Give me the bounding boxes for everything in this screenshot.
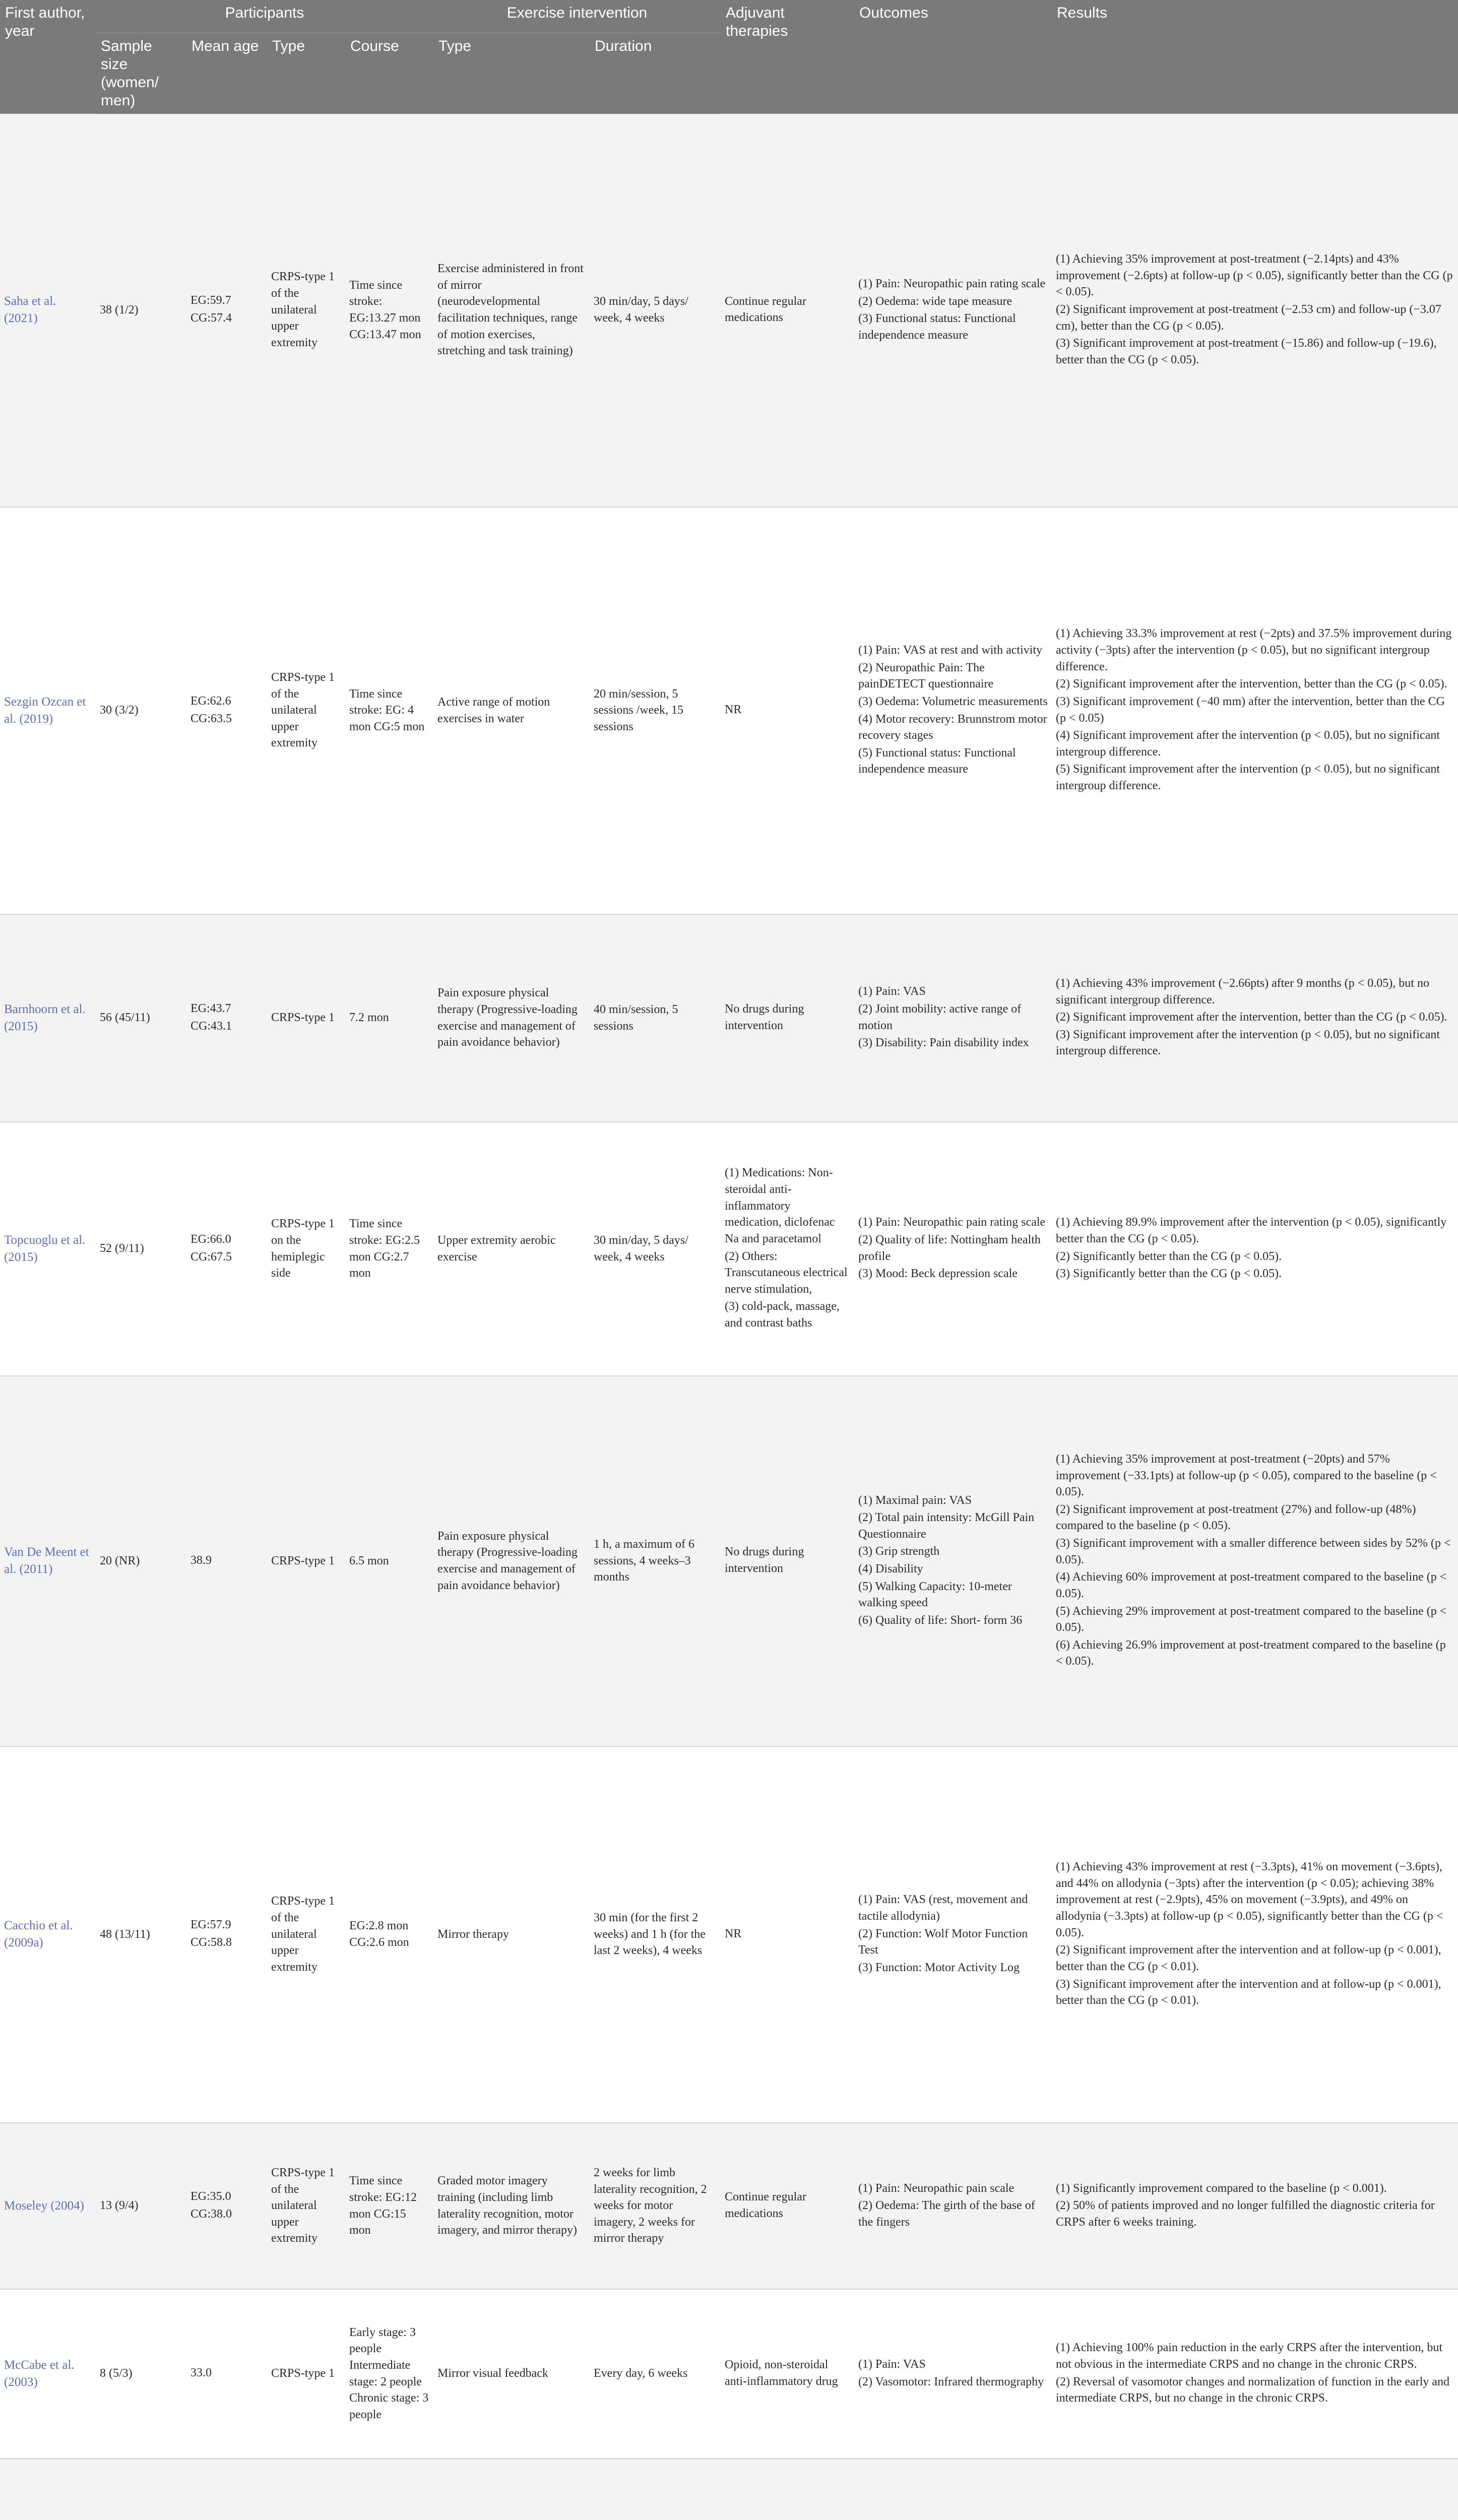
results-cell-item: (1) Achieving 43% improvement at rest (−3.3pts), 41% on movement (−3.6pts), and 44% on allodynia (−3pts) after the intervention (p < 0.05); achieving 38% improvement at rest (−2.9pts), 45% on movement (−3.9pts), and 49% on allodynia (−3.3pts) at follow-up (p < 0.05), significantly better than the CG (p < 0.05). <box>1056 1860 1443 1939</box>
duration-cell-text: 2 weeks for limb laterality recognition, 2 weeks for motor imagery, 2 weeks for mirror therapy <box>594 2166 707 2245</box>
results-cell-item: (1) Achieving 35% improvement at post-treatment (−20pts) and 57% improvement (−33.1pts) at follow-up (p < 0.05), compared to the baseline (p < 0.05). <box>1056 1452 1437 1499</box>
outcomes-cell <box>854 1122 1052 1376</box>
outcomes-cell-item: (3) Function: Motor Activity Log <box>858 1961 1020 1974</box>
adjuvant-cell-item: No drugs during intervention <box>725 1545 804 1575</box>
crps-type-cell <box>267 1746 345 2123</box>
course-cell <box>345 2289 433 2459</box>
course-cell-text: Time since stroke: EG: 4 mon CG:5 mon <box>349 687 425 733</box>
adjuvant-cell <box>721 2459 854 2520</box>
adjuvant-cell <box>721 1376 854 1746</box>
exercise-type-cell <box>433 2123 590 2289</box>
exercise-type-cell-text: Upper extremity aerobic exercise <box>437 1233 556 1264</box>
mean-age-cell-item: 33.0 <box>191 2366 212 2380</box>
crps-type-cell-text: CRPS-type 1 of the unilateral upper extremity <box>271 2166 335 2245</box>
exercise-type-cell-text: Active range of motion exercises in water <box>437 695 550 725</box>
results-cell <box>1052 1746 1458 2123</box>
author-cell[interactable] <box>0 2123 96 2289</box>
author-cell-text[interactable]: Van De Meent et al. (2011) <box>4 1545 89 1576</box>
outcomes-cell-item: (6) Quality of life: Short- form 36 <box>858 1613 1023 1627</box>
mean-age-cell <box>186 2123 267 2289</box>
adjuvant-cell <box>721 1122 854 1376</box>
duration-cell-text: 40 min/session, 5 sessions <box>594 1002 678 1033</box>
outcomes-cell-item: (1) Pain: VAS <box>858 2357 926 2371</box>
results-cell-item: (3) Significantly better than the CG (p < 0.05). <box>1056 1267 1282 1281</box>
exercise-type-cell <box>433 914 590 1122</box>
results-cell-item: (2) Reversal of vasomotor changes and normalization of function in the early and intermediate CRPS, but no change in the chronic CRPS. <box>1056 2375 1450 2405</box>
col-author-header: First author, year <box>0 0 96 114</box>
crps-type-cell-text: CRPS-type 1 <box>271 2367 335 2380</box>
results-cell-item: (2) Significantly better than the CG (p < 0.05). <box>1056 1249 1282 1263</box>
crps-type-cell-text: CRPS-type 1 <box>271 1554 335 1567</box>
adjuvant-cell <box>721 2289 854 2459</box>
course-cell <box>345 507 433 914</box>
mean-age-cell <box>186 914 267 1122</box>
outcomes-cell <box>854 114 1052 507</box>
outcomes-cell-item: (2) Total pain intensity: McGill Pain Questionnaire <box>858 1511 1035 1541</box>
exercise-type-cell-text: Mirror therapy <box>437 1927 509 1941</box>
mean-age-cell <box>186 114 267 507</box>
sample-size-cell-text: 38 (1/2) <box>100 303 139 317</box>
table-row <box>0 1376 1458 1746</box>
results-cell-item: (5) Achieving 29% improvement at post-treatment compared to the baseline (p < 0.05). <box>1056 1604 1447 1634</box>
table-row <box>0 114 1458 507</box>
exercise-type-cell <box>433 507 590 914</box>
course-cell-text: 6.5 mon <box>349 1554 389 1567</box>
outcomes-cell-item: (3) Oedema: Volumetric measurements <box>858 695 1048 708</box>
author-cell-text[interactable]: Saha et al. (2021) <box>4 294 56 326</box>
crps-type-cell <box>267 2459 345 2520</box>
course-cell <box>345 114 433 507</box>
outcomes-cell-item: (1) Pain: VAS (rest, movement and tactile allodynia) <box>858 1893 1028 1923</box>
outcomes-cell-item: (5) Walking Capacity: 10-meter walking speed <box>858 1580 1012 1610</box>
outcomes-cell <box>854 2459 1052 2520</box>
outcomes-cell-item: (2) Oedema: wide tape measure <box>858 294 1012 308</box>
sample-size-cell <box>96 2123 186 2289</box>
crps-type-cell <box>267 914 345 1122</box>
outcomes-cell-item: (3) Disability: Pain disability index <box>858 1036 1029 1050</box>
outcomes-cell <box>854 914 1052 1122</box>
author-cell[interactable] <box>0 1122 96 1376</box>
sample-size-cell <box>96 1122 186 1376</box>
results-cell <box>1052 2289 1458 2459</box>
duration-cell <box>590 914 721 1122</box>
exercise-type-cell <box>433 2459 590 2520</box>
sample-size-cell-text: 52 (9/11) <box>100 1242 144 1255</box>
results-cell <box>1052 1122 1458 1376</box>
results-cell-item: (1) Significantly improvement compared to the baseline (p < 0.001). <box>1056 2181 1387 2195</box>
outcomes-cell <box>854 2289 1052 2459</box>
results-cell-item: (2) Significant improvement at post-treatment (−2.53 cm) and follow-up (−3.07 cm), better than the CG (p < 0.05). <box>1056 302 1441 333</box>
outcomes-cell-item: (2) Quality of life: Nottingham health profile <box>858 1233 1041 1263</box>
duration-cell <box>590 1122 721 1376</box>
author-cell[interactable] <box>0 2289 96 2459</box>
mean-age-cell <box>186 1122 267 1376</box>
results-cell <box>1052 1376 1458 1746</box>
mean-age-cell-item: CG:63.5 <box>191 712 232 725</box>
adjuvant-cell-item: No drugs during intervention <box>725 1002 804 1032</box>
col-sample-header: Sample size (women/ men) <box>96 33 186 114</box>
outcomes-cell-item: (1) Maximal pain: VAS <box>858 1493 972 1507</box>
col-adjuvant-header: Adjuvant therapies <box>721 0 854 114</box>
outcomes-cell <box>854 1376 1052 1746</box>
results-cell-item: (2) Significant improvement after the intervention and at follow-up (p < 0.001), better than the CG (p < 0.01). <box>1056 1943 1441 1973</box>
mean-age-cell-item: CG:43.1 <box>191 1019 232 1033</box>
adjuvant-cell-item: (1) Medications: Non-steroidal anti-inflammatory medication, diclofenac Na and paracetamol <box>725 1166 835 1245</box>
mean-age-cell-item: EG:62.6 <box>191 694 231 708</box>
duration-cell-text: Every day, 6 weeks <box>594 2367 688 2380</box>
sample-size-cell-text: 20 (NR) <box>100 1554 140 1567</box>
adjuvant-cell-item: Continue regular medications <box>725 294 806 325</box>
mean-age-cell-item: EG:66.0 <box>191 1232 231 1246</box>
outcomes-cell <box>854 2123 1052 2289</box>
table-row <box>0 914 1458 1122</box>
crps-type-cell-text: CRPS-type 1 <box>271 1011 335 1025</box>
author-cell-text[interactable]: Barnhoorn et al. (2015) <box>4 1002 86 1033</box>
adjuvant-cell-item: Opioid, non-steroidal anti-inflammatory drug <box>725 2358 838 2388</box>
exercise-type-cell-text: Graded motor imagery training (including limb laterality recognition, motor imagery, and mirror therapy) <box>437 2174 577 2237</box>
crps-type-cell-text: CRPS-type 1 on the hemiplegic side <box>271 1217 335 1280</box>
duration-cell <box>590 114 721 507</box>
crps-type-cell-text: CRPS-type 1 of the unilateral upper extremity <box>271 670 335 750</box>
col-age-header: Mean age <box>186 33 267 114</box>
results-cell-item: (3) Significant improvement at post-treatment (−15.86) and follow-up (−19.6), better than the CG (p < 0.05). <box>1056 337 1437 366</box>
results-cell-item: (3) Significant improvement after the intervention (p < 0.05), but no significant intergroup difference. <box>1056 1028 1440 1058</box>
duration-cell <box>590 2123 721 2289</box>
course-cell <box>345 2123 433 2289</box>
author-cell[interactable] <box>0 114 96 507</box>
results-cell <box>1052 114 1458 507</box>
sample-size-cell-text: 48 (13/11) <box>100 1927 150 1941</box>
results-cell-item: (5) Significant improvement after the intervention (p < 0.05), but no significant intergroup difference. <box>1056 763 1440 792</box>
results-cell-item: (3) Significant improvement with a smaller difference between sides by 52% (p < 0.05). <box>1056 1537 1451 1566</box>
mean-age-cell-item: CG:57.4 <box>191 311 232 325</box>
table-row <box>0 2289 1458 2459</box>
outcomes-cell-item: (1) Pain: Neuropathic pain rating scale <box>858 1216 1046 1229</box>
col-type-header: Type <box>267 33 345 114</box>
crps-type-cell-text: CRPS-type 1 of the unilateral upper extremity <box>271 270 335 349</box>
course-cell <box>345 1122 433 1376</box>
outcomes-cell-item: (2) Function: Wolf Motor Function Test <box>858 1927 1028 1957</box>
outcomes-cell-item: (2) Oedema: The girth of the base of the fingers <box>858 2199 1035 2229</box>
mean-age-cell <box>186 2459 267 2520</box>
author-cell-text[interactable]: McCabe et al. (2003) <box>4 2358 75 2389</box>
duration-cell <box>590 2289 721 2459</box>
mean-age-cell-item: EG:43.7 <box>191 1001 231 1015</box>
course-cell <box>345 1746 433 2123</box>
crps-type-cell <box>267 1376 345 1746</box>
duration-cell-text: 30 min/day, 5 days/ week, 4 weeks <box>594 295 688 325</box>
outcomes-cell-item: (4) Disability <box>858 1562 923 1576</box>
crps-type-cell <box>267 2289 345 2459</box>
course-cell <box>345 2459 433 2520</box>
results-cell <box>1052 914 1458 1122</box>
sample-size-cell-text: 8 (5/3) <box>100 2367 133 2380</box>
author-cell[interactable] <box>0 2459 96 2520</box>
mean-age-cell-item: CG:67.5 <box>191 1250 232 1264</box>
course-cell <box>345 914 433 1122</box>
author-cell[interactable] <box>0 1746 96 2123</box>
author-cell-text[interactable]: Sezgin Ozcan et al. (2019) <box>4 695 86 726</box>
outcomes-cell <box>854 1746 1052 2123</box>
results-cell-item: (6) Achieving 26.9% improvement at post-treatment compared to the baseline (p < 0.05). <box>1056 1638 1446 1668</box>
results-cell-item: (3) Significant improvement after the intervention and at follow-up (p < 0.001), better than the CG (p < 0.01). <box>1056 1977 1441 2007</box>
outcomes-cell-item: (2) Joint mobility: active range of motion <box>858 1002 1022 1032</box>
outcomes-cell-item: (5) Functional status: Functional independence measure <box>858 746 1016 776</box>
sample-size-cell-text: 56 (45/11) <box>100 1011 150 1025</box>
outcomes-cell <box>854 507 1052 914</box>
course-cell-text: Early stage: 3 people Intermediate stage: 2 people Chronic stage: 3 people <box>349 2325 429 2421</box>
duration-cell <box>590 1376 721 1746</box>
exercise-type-cell-text: Pain exposure physical therapy (Progressive-loading exercise and management of pain avoidance behavior) <box>437 986 578 1049</box>
table-row <box>0 2459 1458 2520</box>
results-cell-item: (2) Significant improvement after the intervention, better than the CG (p < 0.05). <box>1056 677 1447 691</box>
outcomes-cell-item: (4) Motor recovery: Brunnstrom motor recovery stages <box>858 712 1047 742</box>
adjuvant-cell <box>721 114 854 507</box>
sample-size-cell <box>96 1376 186 1746</box>
exercise-type-cell-text: Pain exposure physical therapy (Progressive-loading exercise and management of pain avoidance behavior) <box>437 1529 578 1592</box>
course-cell-text: 7.2 mon <box>349 1011 389 1025</box>
outcomes-cell-item: (3) Functional status: Functional independence measure <box>858 312 1016 342</box>
exercise-group-header: Exercise intervention <box>433 0 721 33</box>
duration-cell-text: 20 min/session, 5 sessions /week, 15 sessions <box>594 687 683 733</box>
course-cell-text: Time since stroke: EG:12 mon CG:15 mon <box>349 2174 417 2237</box>
mean-age-cell-item: 38.9 <box>191 1553 212 1567</box>
results-cell-item: (1) Achieving 43% improvement (−2.66pts) after 9 months (p < 0.05), but no significant intergroup difference. <box>1056 976 1429 1006</box>
exercise-type-cell-text: Mirror visual feedback <box>437 2367 548 2380</box>
sample-size-cell <box>96 2459 186 2520</box>
table-row <box>0 2123 1458 2289</box>
mean-age-cell-item: EG:57.9 <box>191 1918 231 1932</box>
mean-age-cell-item: CG:38.0 <box>191 2207 232 2221</box>
exercise-type-cell <box>433 2289 590 2459</box>
results-cell-item: (1) Achieving 100% pain reduction in the early CRPS after the intervention, but not obvious in the intermediate CRPS and no change in the chronic CRPS. <box>1056 2341 1443 2371</box>
author-cell-text[interactable]: Moseley (2004) <box>4 2198 84 2213</box>
adjuvant-cell <box>721 1746 854 2123</box>
outcomes-cell-item: (2) Neuropathic Pain: The painDETECT questionnaire <box>858 661 994 691</box>
course-cell <box>345 1376 433 1746</box>
col-outcomes-header: Outcomes <box>854 0 1052 114</box>
results-cell <box>1052 2459 1458 2520</box>
mean-age-cell-item: EG:59.7 <box>191 294 231 307</box>
sample-size-cell <box>96 914 186 1122</box>
duration-cell-text: 30 min (for the first 2 weeks) and 1 h (for the last 2 weeks), 4 weeks <box>594 1911 706 1958</box>
table-row <box>0 1746 1458 2123</box>
author-cell[interactable] <box>0 507 96 914</box>
results-cell-item: (2) Significant improvement at post-treatment (27%) and follow-up (48%) compared to the baseline (p < 0.05). <box>1056 1502 1416 1533</box>
exercise-type-cell-text: Exercise administered in front of mirror (neurodevelopmental facilitation techniques, range of motion exercises, stretching and task training) <box>437 262 584 358</box>
adjuvant-cell-item: (3) cold-pack, massage, and contrast baths <box>725 1300 840 1330</box>
adjuvant-cell <box>721 507 854 914</box>
outcomes-cell-item: (3) Grip strength <box>858 1545 940 1558</box>
crps-type-cell <box>267 114 345 507</box>
outcomes-cell-item: (3) Mood: Beck depression scale <box>858 1267 1018 1281</box>
outcomes-cell-item: (1) Pain: VAS at rest and with activity <box>858 644 1043 657</box>
results-cell-item: (3) Significant improvement (−40 mm) after the intervention, better than the CG (p < 0.05) <box>1056 695 1445 725</box>
author-cell-text[interactable]: Cacchio et al. (2009a) <box>4 1919 73 1949</box>
table-body <box>0 114 1458 2520</box>
adjuvant-cell <box>721 2123 854 2289</box>
results-cell <box>1052 507 1458 914</box>
sample-size-cell <box>96 507 186 914</box>
adjuvant-cell-item: NR <box>725 1927 742 1940</box>
outcomes-cell-item: (1) Pain: VAS <box>858 985 926 998</box>
mean-age-cell-item: EG:35.0 <box>191 2189 231 2203</box>
duration-cell <box>590 507 721 914</box>
participants-group-header: Participants <box>96 0 433 33</box>
course-cell-text: Time since stroke: EG:13.27 mon CG:13.47 mon <box>349 278 421 341</box>
exercise-type-cell <box>433 1122 590 1376</box>
crps-type-cell <box>267 507 345 914</box>
sample-size-cell <box>96 114 186 507</box>
results-cell-item: (4) Significant improvement after the intervention (p < 0.05), but no significant intergroup difference. <box>1056 729 1440 759</box>
outcomes-cell-item: (1) Pain: Neuropathic pain rating scale <box>858 277 1046 290</box>
mean-age-cell <box>186 507 267 914</box>
mean-age-cell-item: CG:58.8 <box>191 1936 232 1949</box>
exercise-type-cell <box>433 1376 590 1746</box>
crps-type-cell-text: CRPS-type 1 of the unilateral upper extremity <box>271 1895 335 1974</box>
crps-type-cell <box>267 2123 345 2289</box>
author-cell[interactable] <box>0 914 96 1122</box>
duration-cell <box>590 1746 721 2123</box>
exercise-type-cell <box>433 114 590 507</box>
duration-cell <box>590 2459 721 2520</box>
col-results-header: Results <box>1052 0 1458 114</box>
table-header <box>0 0 1458 114</box>
col-course-header: Course <box>345 33 433 114</box>
author-cell-text[interactable]: Topcuoglu et al. (2015) <box>4 1233 86 1264</box>
adjuvant-cell-item: (2) Others: Transcutaneous electrical nerve stimulation, <box>725 1249 848 1296</box>
table-row <box>0 507 1458 914</box>
crps-type-cell <box>267 1122 345 1376</box>
results-cell-item: (1) Achieving 33.3% improvement at rest (−2pts) and 37.5% improvement during activity (−3pts) after the intervention (p < 0.05), but no significant intergroup difference. <box>1056 627 1452 673</box>
mean-age-cell <box>186 1746 267 2123</box>
results-cell-item: (4) Achieving 60% improvement at post-treatment compared to the baseline (p < 0.05). <box>1056 1570 1447 1600</box>
adjuvant-cell-item: NR <box>725 703 742 717</box>
mean-age-cell <box>186 1376 267 1746</box>
col-extype-header: Type <box>433 33 590 114</box>
adjuvant-cell <box>721 914 854 1122</box>
table-row <box>0 1122 1458 1376</box>
course-cell-text: EG:2.8 mon CG:2.6 mon <box>349 1919 409 1949</box>
duration-cell-text: 30 min/day, 5 days/ week, 4 weeks <box>594 1233 688 1264</box>
sample-size-cell <box>96 2289 186 2459</box>
results-cell-item: (1) Achieving 35% improvement at post-treatment (−2.14pts) and 43% improvement (−2.6pts) at follow-up (p < 0.05), significantly better than the CG (p < 0.05). <box>1056 253 1453 299</box>
sample-size-cell <box>96 1746 186 2123</box>
sample-size-cell-text: 30 (3/2) <box>100 704 139 717</box>
sample-size-cell-text: 13 (9/4) <box>100 2199 139 2213</box>
author-cell[interactable] <box>0 1376 96 1746</box>
results-cell-item: (2) Significant improvement after the intervention, better than the CG (p < 0.05). <box>1056 1011 1447 1024</box>
results-cell <box>1052 2123 1458 2289</box>
duration-cell-text: 1 h, a maximum of 6 sessions, 4 weeks–3 months <box>594 1538 694 1584</box>
outcomes-cell-item: (2) Vasomotor: Infrared thermography <box>858 2375 1044 2388</box>
results-cell-item: (1) Achieving 89.9% improvement after the intervention (p < 0.05), significantly better than the CG (p < 0.05). <box>1056 1216 1447 1245</box>
mean-age-cell <box>186 2289 267 2459</box>
outcomes-cell-item: (1) Pain: Neuropathic pain scale <box>858 2181 1015 2195</box>
exercise-type-cell <box>433 1746 590 2123</box>
course-cell-text: Time since stroke: EG:2.5 mon CG:2.7 mon <box>349 1217 420 1280</box>
results-cell-item: (2) 50% of patients improved and no longer fulfilled the diagnostic criteria for CRPS after 6 weeks training. <box>1056 2199 1435 2229</box>
col-duration-header: Duration <box>590 33 721 114</box>
adjuvant-cell-item: Continue regular medications <box>725 2190 806 2220</box>
